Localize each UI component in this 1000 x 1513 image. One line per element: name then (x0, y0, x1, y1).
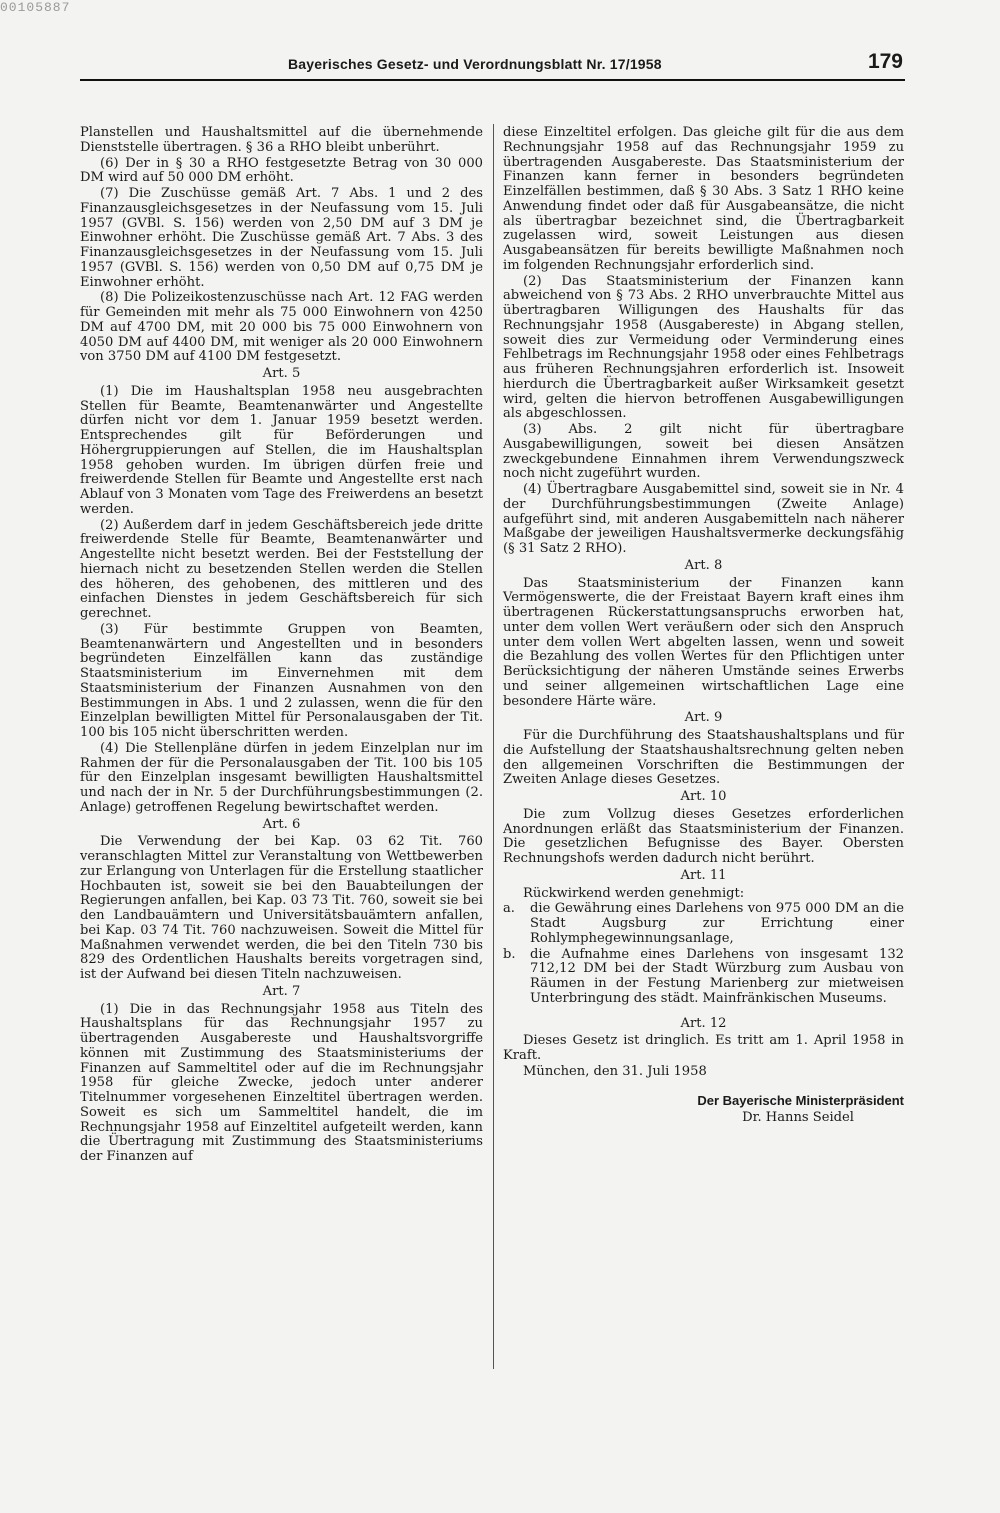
paragraph: (7) Die Zuschüsse gemäß Art. 7 Abs. 1 und 2 des Finanzausgleichsgesetzes in der Neufassung vom 15. Juli 1957 (GVBl. S. 156) werden von 2,50 DM auf 3 DM je Einwohner erhöht. Die Zuschüsse gemäß Art. 7 Abs. 3 des Finanzausgleichsgesetzes in der Neufassung vom 15. Juli 1957 (GVBl. S. 156) werden von 0,50 DM auf 0,75 DM je Einwohner erhöht. (80, 186, 483, 290)
article-heading: Art. 12 (680, 1015, 727, 1031)
list-item (503, 902, 904, 946)
paragraph: Die zum Vollzug dieses Gesetzes erforderlichen Anordnungen erläßt das Staatsministerium der Finanzen. Die gesetzlichen Befugnisse des Bayer. Obersten Rechnungshofs werden dadurch nicht berührt. (503, 806, 904, 866)
paragraph: (8) Die Polizeikostenzuschüsse nach Art. 12 FAG werden für Gemeinden mit mehr als 75 000 Einwohnern von 4250 DM auf 4700 DM, mit 20 000 bis 75 000 Einwohnern von 4050 DM auf 4400 DM, mit weniger als 20 000 Einwohnern von 3750 DM auf 4100 DM festgesetzt. (80, 290, 483, 365)
article-heading: Art. 9 (684, 710, 723, 726)
paragraph: (4) Die Stellenpläne dürfen in jedem Einzelplan nur im Rahmen der für die Personalausgaben der Tit. 100 bis 105 für den Einzelplan insgesamt bewilligten Haushaltsmittel und nach der in Nr. 5 der Durchführungsbestimmungen (2. Anlage) getroffenen Regelung bewirtschaftet werden. (80, 740, 483, 815)
paragraph: Für die Durchführung des Staatshaushaltsplans und für die Aufstellung der Staatshaushaltsrechnung gelten neben den allgemeinen Vorschriften die Bestimmungen der Zweiten Anlage dieses Gesetzes. (503, 728, 904, 788)
paragraph: Dieses Gesetz ist dringlich. Es tritt am 1. April 1958 in Kraft. (503, 1033, 904, 1063)
paragraph: (4) Übertragbare Ausgabemittel sind, soweit sie in Nr. 4 der Durchführungsbestimmungen (Zweite Anlage) aufgeführt sind, mit anderen Ausgabemitteln nach näherer Maßgabe der jeweiligen Haushaltsvermerke deckungsfähig (§ 31 Satz 2 RHO). (503, 482, 904, 556)
paragraph: Das Staatsministerium der Finanzen kann Vermögenswerte, die der Freistaat Bayern kraft eines ihm übertragenen Rückerstattungsanspruchs erworben hat, unter dem vollen Wert veräußern oder sich den Anspruch unter dem vollen Wert abgelten lassen, wenn und soweit die Bezahlung des vollen Wertes für den Pflichtigen unter Berücksichtigung der näheren Umstände seines Erwerbs und seiner allgemeinen wirtschaftlichen Lage eine besondere Härte wäre. (503, 575, 904, 709)
signature-place-date: München, den 31. Juli 1958 (523, 1063, 707, 1079)
archive-stamp: 00105887 (0, 0, 71, 15)
signature-name: Dr. Hanns Seidel (742, 1110, 854, 1126)
paragraph: (1) Die in das Rechnungsjahr 1958 aus Titeln des Haushaltsplans für das Rechnungsjahr 1957 zu übertragenden Ausgabereste und Haushaltsvorgriffe können mit Zustimmung des Staatsministeriums der Finanzen auf Sammeltitel oder auf die im Rechnungsjahr 1958 für gleiche Zwecke, jedoch unter anderer Titelnummer vorgesehenen Einzeltitel übertragen werden. Soweit es sich um Sammeltitel handelt, die im Rechnungsjahr 1958 auf Einzeltitel aufgeteilt werden, kann die Übertragung mit Zustimmung des Staatsministeriums der Finanzen auf (80, 1001, 483, 1164)
right-column (503, 126, 904, 1126)
list-item (503, 948, 904, 1007)
article-heading: Art. 8 (684, 557, 723, 573)
page-number: 179 (867, 50, 903, 73)
list-label: a. (503, 901, 515, 917)
gazette-title: Bayerisches Gesetz- und Verordnungsblatt Nr. 17/1958 (288, 56, 662, 72)
paragraph: (1) Die im Haushaltsplan 1958 neu ausgebrachten Stellen für Beamte, Beamtenanwärter und Angestellte dürfen nicht vor dem 1. Januar 1959 besetzt werden. Entsprechendes gilt für Beförderungen und Höhergruppierungen auf Stellen, die im Haushaltsplan 1958 gehoben wurden. Im übrigen dürfen freie und freiwerdende Stellen für Beamte und Angestellte erst nach Ablauf von 3 Monaten vom Tage des Freiwerdens an besetzt werden. (80, 383, 483, 517)
left-column (80, 126, 483, 1166)
paragraph: (2) Außerdem darf in jedem Geschäftsbereich jede dritte freiwerdende Stelle für Beamte, Beamtenanwärter und Angestellte nicht besetzt werden. Bei der Feststellung der hiernach nicht zu besetzenden Stellen werden die Stellen des höheren, des gehobenen, des mittleren und des einfachen Dienstes in jedem Geschäftsbereich für sich gerechnet. (80, 517, 483, 621)
article-heading: Art. 6 (262, 816, 301, 832)
paragraph: Rückwirkend werden genehmigt: (523, 885, 745, 901)
article-heading: Art. 5 (262, 366, 301, 381)
paragraph: diese Einzeltitel erfolgen. Das gleiche gilt für die aus dem Rechnungsjahr 1958 auf das Rechnungsjahr 1959 zu übertragenden Ausgabereste. Das Staatsministerium der Finanzen kann ferner in besonders begründeten Einzelfällen bestimmen, daß § 30 Abs. 3 Satz 1 RHO keine Anwendung findet oder daß für Ausgabeansätze, die nicht als übertragbar bezeichnet sind, die Übertragbarkeit zugelassen wird, soweit Leistungen aus diesen Ausgabeansätzen für bereits bewilligte Maßnahmen noch im folgenden Rechnungsjahr erforderlich sind. (503, 125, 904, 273)
header-rule (80, 79, 905, 81)
article-heading: Art. 11 (680, 867, 727, 883)
paragraph: (2) Das Staatsministerium der Finanzen kann abweichend von § 73 Abs. 2 RHO unverbrauchte Mittel aus übertragbaren Willigungen des Haushalts für das Rechnungsjahr 1958 (Ausgabereste) in Abgang stellen, soweit dies zur Vermeidung oder Verminderung eines Fehlbetrags im Rechnungsjahr 1958 oder eines Fehlbetrags aus früheren Rechnungsjahren erforderlich ist. Insoweit hierdurch die Übertragbarkeit außer Wirksamkeit gesetzt wird, gelten die hiervon betroffenen Ausgabewilligungen als abgeschlossen. (503, 273, 904, 422)
article-heading: Art. 7 (262, 983, 301, 999)
list-text: die Aufnahme eines Darlehens von insgesamt 132 712,12 DM bei der Stadt Würzburg zum Ausbau von Räumen in der Festung Marienberg zur mietweisen Unterbringung des städt. Mainfränkischen Museums. (530, 946, 904, 1006)
signature-title: Der Bayerische Ministerpräsident (697, 1092, 904, 1108)
article-heading: Art. 10 (680, 789, 727, 804)
paragraph: (3) Abs. 2 gilt nicht für übertragbare Ausgabewilligungen, soweit bei diesen Ansätzen zweckgebundene Einnahmen ihrem Verwendungszweck noch nicht zugeführt wurden. (503, 422, 904, 482)
list-text: die Gewährung eines Darlehens von 975 000 DM an die Stadt Augsburg zur Errichtung einer Rohlymphegewinnungsanlage, (530, 901, 904, 946)
list-label: b. (503, 946, 516, 962)
paragraph: (6) Der in § 30 a RHO festgesetzte Betrag von 30 000 DM wird auf 50 000 DM erhöht. (80, 155, 483, 186)
column-divider (493, 124, 494, 1369)
paragraph: (3) Für bestimmte Gruppen von Beamten, Beamtenanwärtern und Angestellten und in besonders begründeten Einzelfällen kann das zuständige Staatsministerium im Einvernehmen mit dem Staatsministerium der Finanzen Ausnahmen von den Bestimmungen in Abs. 1 und 2 zulassen, wenn die für den Einzelplan bewilligten Mittel für Personalausgaben der Tit. 100 bis 105 nicht überschritten werden. (80, 621, 483, 740)
paragraph: Planstellen und Haushaltsmittel auf die übernehmende Dienststelle übertragen. § 36 a RHO bleibt unberührt. (80, 125, 483, 155)
page-header (80, 52, 905, 82)
paragraph: Die Verwendung der bei Kap. 03 62 Tit. 760 veranschlagten Mittel zur Veranstaltung von Wettbewerben zur Erlangung von Unterlagen für die Erstellung staatlicher Hochbauten ist, soweit sie bei den Bauabteilungen der Regierungen anfallen, bei Kap. 03 73 Tit. 760, soweit sie bei den Landbauämtern und Universitätsbauämtern anfallen, bei Kap. 03 74 Tit. 760 nachzuweisen. Soweit die Mittel für Maßnahmen verwendet werden, die bei den Titeln 730 bis 829 des Ordentlichen Haushalts bereits vorgetragen sind, ist der Aufwand bei diesen Titeln nachzuweisen. (80, 834, 483, 982)
